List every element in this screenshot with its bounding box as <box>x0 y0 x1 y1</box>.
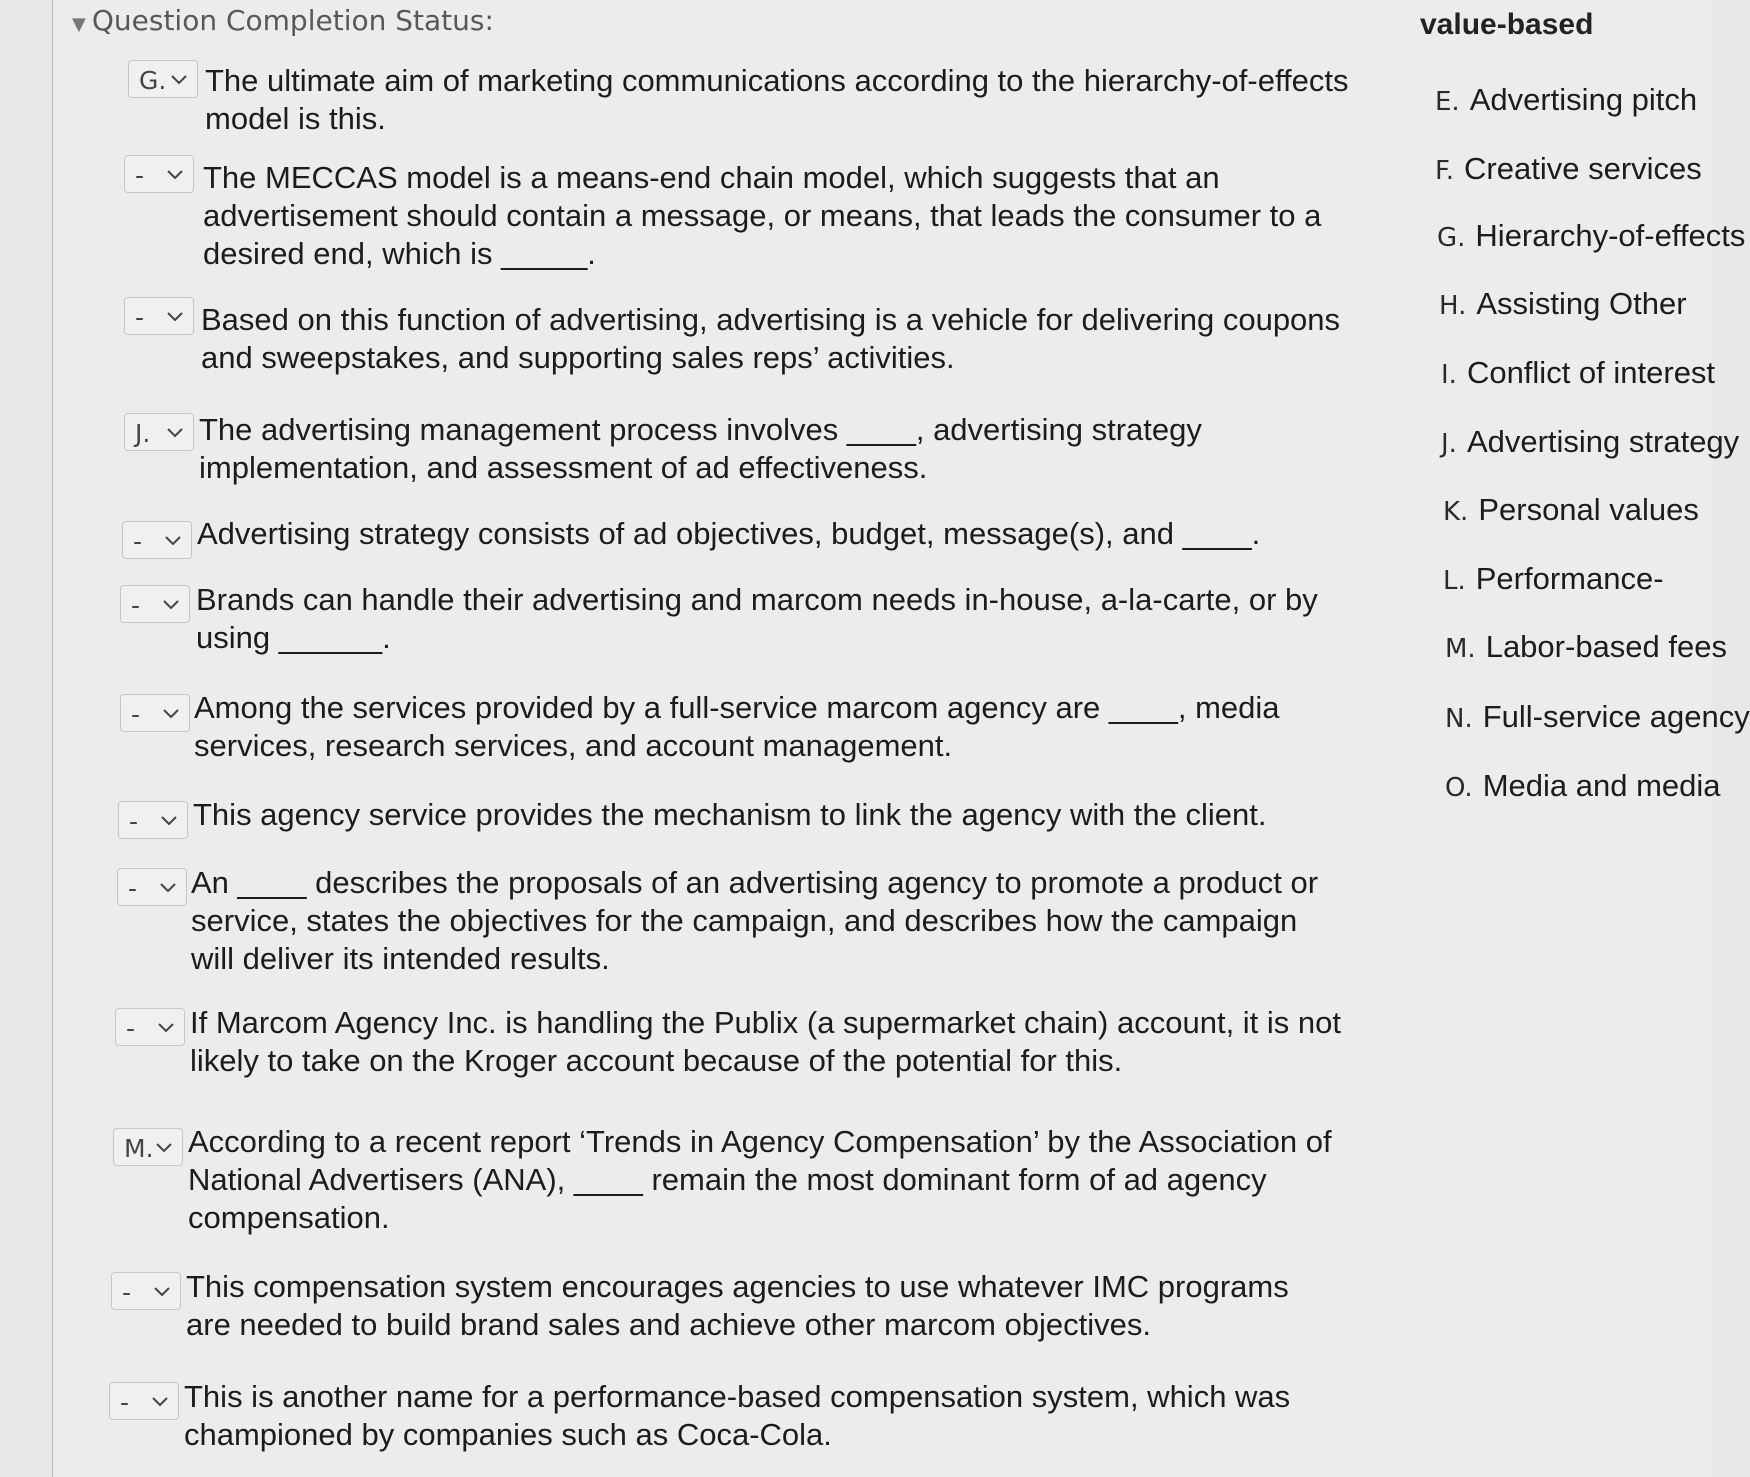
answer-option <box>1435 151 1702 187</box>
answer-dropdown[interactable] <box>124 297 194 335</box>
option-text: Advertising strategy <box>1466 424 1740 459</box>
dropdown-selected-value: - <box>128 874 138 903</box>
question-text: The ultimate aim of marketing communications according to the hierarchy-of-effects model is this. <box>205 63 1349 136</box>
question-text: This agency service provides the mechanism to link the agency with the client. <box>193 797 1267 832</box>
option-letter: G. <box>1437 223 1466 253</box>
answer-option <box>1443 492 1699 528</box>
dropdown-selected-value: - <box>135 303 145 332</box>
answer-dropdown[interactable] <box>120 585 190 623</box>
option-letter: L. <box>1443 566 1466 596</box>
chevron-down-icon <box>163 530 183 550</box>
option-letter: E. <box>1435 87 1460 117</box>
status-label: Question Completion Status: <box>91 4 494 37</box>
chevron-down-icon <box>152 1281 172 1301</box>
dropdown-selected-value: - <box>120 1388 130 1417</box>
option-text: Advertising pitch <box>1469 82 1698 117</box>
chevron-down-icon <box>165 306 185 326</box>
answer-dropdown[interactable] <box>118 801 188 839</box>
chevron-down-icon <box>158 877 178 897</box>
option-letter: J. <box>1441 429 1457 459</box>
dropdown-selected-value: G. <box>139 66 167 95</box>
answer-option <box>1437 218 1745 254</box>
question-text: The MECCAS model is a means-end chain model, which suggests that an advertisement should contain a message, or means, that leads the consumer to a desired end, which is _____. <box>203 160 1322 271</box>
answer-dropdown[interactable] <box>111 1272 181 1310</box>
question-text: Based on this function of advertising, advertising is a vehicle for delivering coupons and sweepstakes, and supporting sales reps’ activities. <box>201 302 1341 375</box>
question-text: Advertising strategy consists of ad objectives, budget, message(s), and ____. <box>197 516 1261 551</box>
dropdown-selected-value: - <box>131 700 141 729</box>
dropdown-selected-value: - <box>126 1014 136 1043</box>
chevron-down-icon <box>159 810 179 830</box>
answer-dropdown[interactable] <box>122 521 192 559</box>
option-text: Conflict of interest <box>1466 355 1716 390</box>
option-text: Assisting Other <box>1476 286 1687 321</box>
dropdown-selected-value: - <box>131 591 141 620</box>
option-text: Hierarchy-of-effects <box>1475 218 1746 253</box>
option-text: Performance- <box>1475 561 1664 596</box>
option-text: Personal values <box>1478 492 1699 527</box>
option-letter: H. <box>1439 291 1467 321</box>
option-text: Creative services <box>1464 151 1702 186</box>
question-text: According to a recent report ‘Trends in Agency Compensation’ by the Association of National Advertisers (ANA), ____ remain the most dominant form of ad agency compensation. <box>188 1124 1332 1235</box>
answer-option <box>1443 561 1664 597</box>
question-text: An ____ describes the proposals of an advertising agency to promote a product or service, states the objectives for the campaign, and describes how the campaign will deliver its intended results. <box>191 865 1319 976</box>
answer-option <box>1445 768 1721 804</box>
answer-dropdown[interactable] <box>124 155 194 193</box>
collapse-chevron-icon[interactable]: ▼ <box>72 14 86 35</box>
answer-dropdown[interactable] <box>117 868 187 906</box>
option-letter: K. <box>1443 497 1469 527</box>
answer-dropdown[interactable] <box>128 60 198 98</box>
option-letter: I. <box>1441 360 1457 390</box>
answer-option <box>1441 355 1715 391</box>
option-text: Labor-based fees <box>1485 629 1727 664</box>
chevron-down-icon <box>161 594 181 614</box>
chevron-down-icon <box>156 1017 176 1037</box>
answer-dropdown[interactable] <box>120 694 190 732</box>
cut-off-option-text: value-based <box>1420 8 1594 41</box>
option-letter: N. <box>1445 704 1473 734</box>
chevron-down-icon <box>150 1391 170 1411</box>
question-text: This is another name for a performance-based compensation system, which was championed by companies such as Coca-Cola. <box>184 1379 1291 1452</box>
option-text: Full-service agency <box>1482 699 1750 734</box>
question-text: If Marcom Agency Inc. is handling the Publix (a supermarket chain) account, it is not likely to take on the Kroger account because of the potential for this. <box>190 1005 1341 1078</box>
answer-option <box>1441 424 1739 460</box>
question-text: Among the services provided by a full-service marcom agency are ____, media services, research services, and account management. <box>194 690 1280 763</box>
answer-dropdown[interactable] <box>115 1008 185 1046</box>
answer-option <box>1445 699 1750 735</box>
chevron-down-icon <box>165 164 185 184</box>
option-letter: O. <box>1445 773 1473 803</box>
dropdown-selected-value: J. <box>135 419 151 448</box>
chevron-down-icon <box>161 703 181 723</box>
question-text: The advertising management process involves ____, advertising strategy implementation, and assessment of ad effectiveness. <box>199 412 1202 485</box>
answer-option <box>1435 82 1697 118</box>
dropdown-selected-value: - <box>129 807 139 836</box>
dropdown-selected-value: - <box>135 161 145 190</box>
dropdown-selected-value: - <box>133 527 143 556</box>
option-text: Media and media <box>1482 768 1721 803</box>
option-letter: F. <box>1435 156 1455 186</box>
chevron-down-icon <box>165 422 185 442</box>
answer-dropdown[interactable] <box>113 1128 183 1166</box>
dropdown-selected-value: M. <box>124 1134 154 1163</box>
question-completion-status[interactable] <box>72 4 494 37</box>
chevron-down-icon <box>169 69 189 89</box>
question-text: Brands can handle their advertising and marcom needs in-house, a-la-carte, or by using ______. <box>196 582 1318 655</box>
dropdown-selected-value: - <box>122 1278 132 1307</box>
answer-option <box>1439 286 1687 322</box>
chevron-down-icon <box>154 1137 174 1157</box>
question-text: This compensation system encourages agencies to use whatever IMC programs are needed to build brand sales and achieve other marcom objectives. <box>186 1269 1289 1342</box>
option-letter: M. <box>1445 634 1476 664</box>
answer-dropdown[interactable] <box>124 413 194 451</box>
answer-dropdown[interactable] <box>109 1382 179 1420</box>
answer-option <box>1445 629 1727 665</box>
